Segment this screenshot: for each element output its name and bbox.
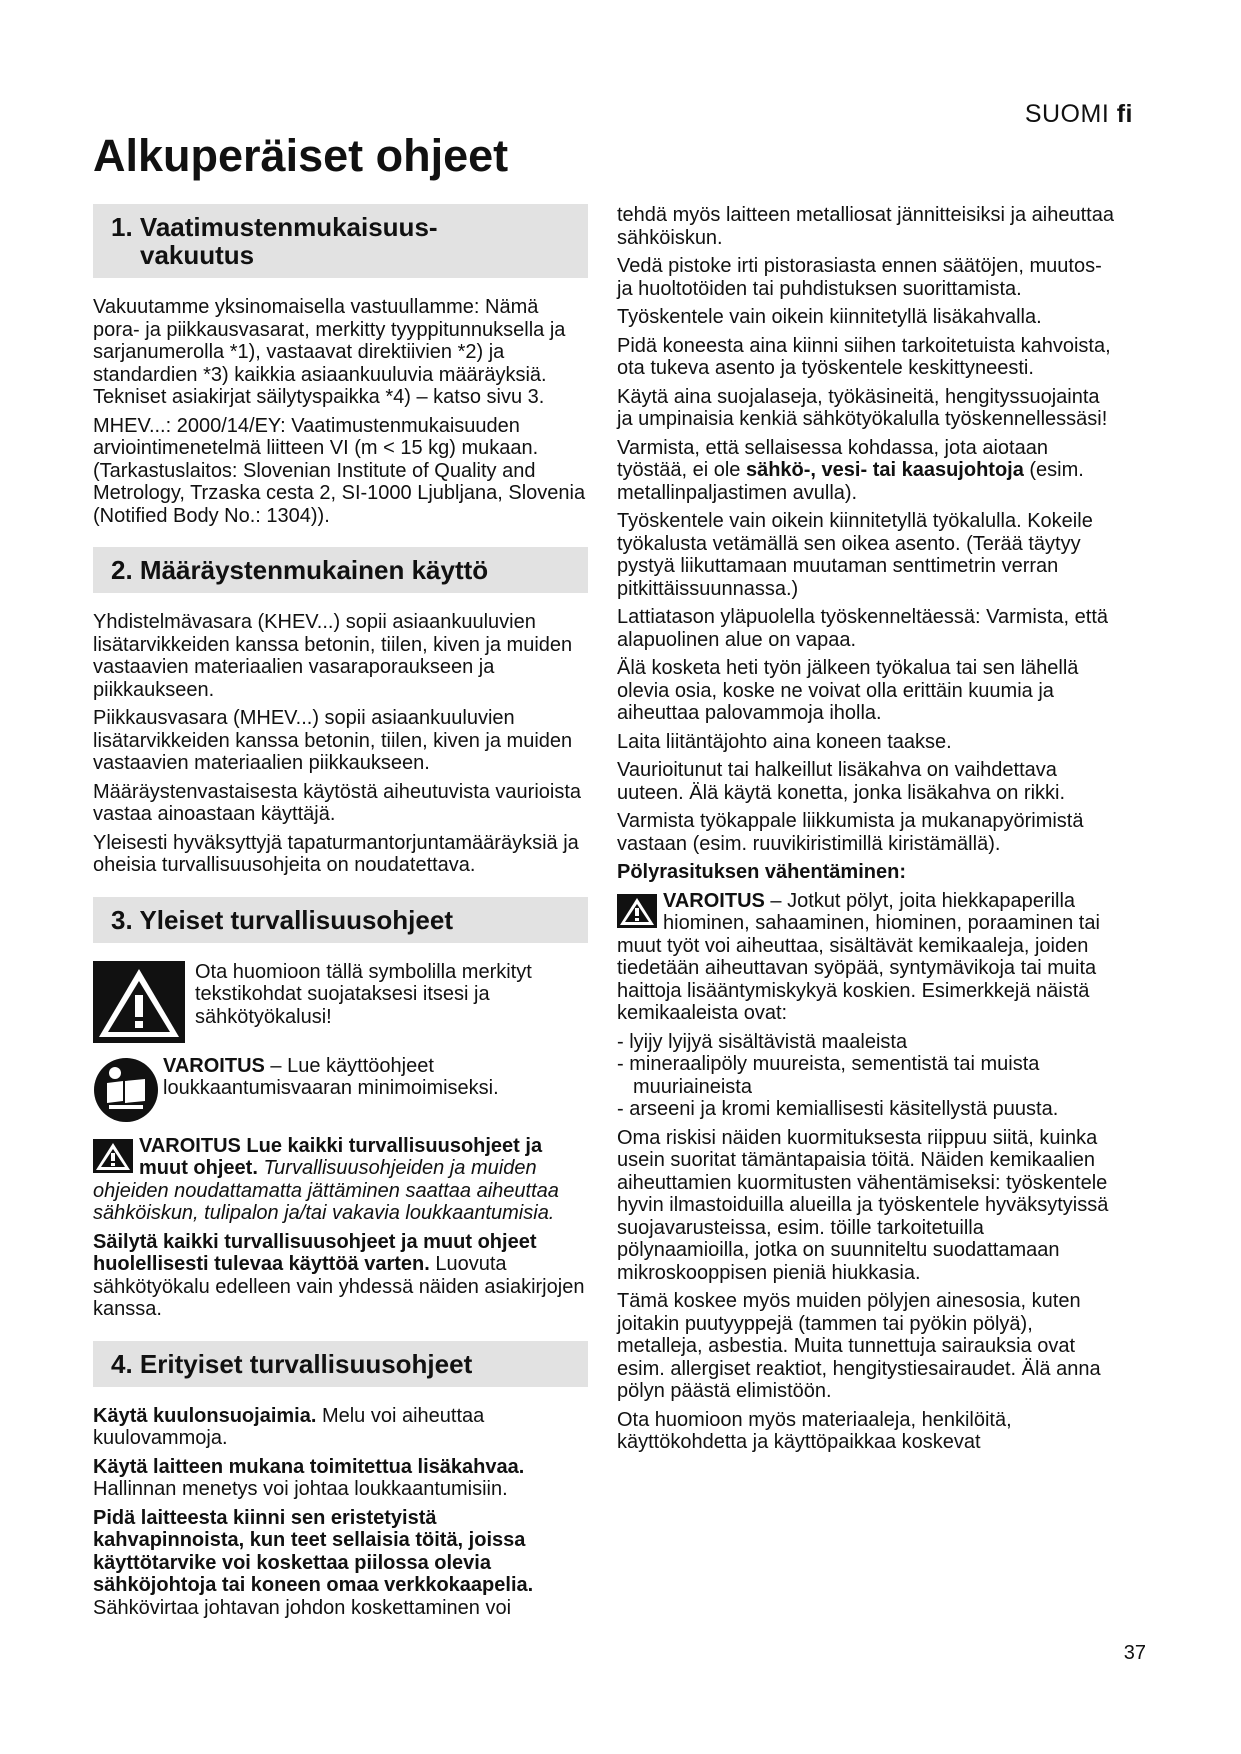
dust-warning-bold: VAROITUS (663, 889, 765, 912)
paragraph: Vedä pistoke irti pistorasiasta ennen säätöjen, muutos- ja huoltotöiden tai puhdistuksen suorittamista. (617, 255, 1102, 300)
general-warning-italic: Turvallisuusohjeiden ja muiden ohjeiden noudattamatta jättäminen saattaa aiheuttaa sähköiskun, tulipalon ja/tai vakavia loukkaantumisia. (93, 1157, 559, 1224)
paragraph: Vaurioitunut tai halkeillut lisäkahva on vaihdettava uuteen. Älä käytä konetta, jonka lisäkahva on rikki. (617, 759, 1066, 804)
section-4-bold: Pidä laitteesta kiinni sen eristetyistä kahvapinnoista, kun teet sellaisia töitä, joissa käyttötarvike voi koskettaa piilossa olevia sähköjohtoja tai koneen omaa verkkokaapelia. (93, 1506, 534, 1596)
section-3-heading: 3. Yleiset turvallisuusohjeet (93, 897, 588, 943)
section-2-paragraph: Yleisesti hyväksyttyjä tapaturmantorjuntamääräyksiä ja oheisia turvallisuusohjeita on noudatettava. (93, 831, 579, 876)
paragraph: Tämä koskee myös muiden pölyjen ainesosia, kuten joitakin puutyyppejä (tammen tai pyökin pölyä), metalleja, asbestia. Muita tunnettuja sairauksia ovat esim. allergiset reaktiot, hengitystiesairaudet. Älä anna pölyn päästä elimistöön. (617, 1290, 1101, 1402)
warning-triangle-icon (617, 894, 657, 928)
paragraph: Lattiatason yläpuolella työskenneltäessä: Varmista, että alapuolinen alue on vapaa. (617, 606, 1109, 651)
section-1-paragraph: Vakuutamme yksinomaisella vastuullamme: Nämä pora- ja piikkausvasarat, merkitty tyyppitunnuksella ja sarjanumerolla *1), vastaavat direktiivien *2) ja standardien *3) kaikkia asiaankuuluvia määräyksiä. Tekniset asiakirjat säilytyspaikka *4) – katso sivu 3. (93, 296, 566, 408)
section-4-paragraph (93, 1456, 588, 1501)
paragraph: Oma riskisi näiden kuormituksesta riippuu siitä, kuinka usein suoritat tämäntapaisia töitä. Näiden kemikaalien aiheuttamien kuormitusten vähentämiseksi: työskentele hyvin ilmastoiduilla alueilla ja työskentele hyväksytyissä suojavarusteissa, esim. töille tarkoitetuilla pölynaamioilla, jotka on suunniteltu suodattamaan mikroskooppisen pieniä hiukkasia. (617, 1126, 1109, 1284)
language-label (1025, 100, 1133, 129)
paragraph: Älä kosketa heti työn jälkeen työkalua tai sen lähellä olevia osia, koske ne voivat olla erittäin kuumia ja aiheuttaa palovammoja iholla. (617, 657, 1079, 724)
dust-warning-text: – Jotkut pölyt, joita hiekkapaperilla hiominen, sahaaminen, hiominen, poraaminen tai muut työt voi aiheuttaa, sisältävät kemikaaleja, joiden tiedetään aiheuttavan syöpää, syntymävikoja tai muita haittoja lisääntymiskykyä koskien. Esimerkkejä näistä kemikaaleista ovat: (617, 889, 1100, 1024)
varoitus-label: VAROITUS (163, 1054, 265, 1077)
section-4-bold: Käytä laitteen mukana toimitettua lisäkahvaa. (93, 1455, 525, 1478)
language-name: SUOMI (1024, 100, 1110, 128)
paragraph: Ota huomioon myös materiaaleja, henkilöitä, käyttökohdetta ja käyttöpaikkaa koskevat (617, 1408, 1012, 1453)
section-1-title-line2: vakuutus (140, 240, 255, 270)
keep-instructions-text: Luovuta sähkötyökalu edelleen vain yhdessä näiden asiakirjojen kanssa. (93, 1253, 585, 1320)
paragraph: Laita liitäntäjohto aina koneen taakse. (617, 730, 952, 753)
dust-heading: Pölyrasituksen vähentäminen: (617, 861, 906, 883)
section-1-title-line1: 1. Vaatimustenmukaisuus- (111, 212, 438, 242)
list-item: - arseeni ja kromi kemiallisesti käsitellystä puusta. (617, 1098, 1059, 1120)
section-1-heading (93, 204, 588, 278)
section-4-paragraph (93, 1507, 588, 1620)
section-1-paragraph: MHEV...: 2000/14/EY: Vaatimustenmukaisuuden arviointimenetelmä liitteen VI (m < 15 kg) mukaan. (Tarkastuslaitos: Slovenian Institute of Quality and Metrology, Trzaska cesta 2, SI-1000 Ljubljana, Slovenia (Notified Body No.: 1304)). (93, 414, 586, 527)
keep-instructions-bold: Säilytä kaikki turvallisuusohjeet ja muut ohjeet huolellisesti tulevaa käyttöä varten. (93, 1230, 537, 1275)
dust-warning (617, 890, 1117, 1025)
paragraph: Työskentele vain oikein kiinnitetyllä lisäkahvalla. (617, 306, 1042, 328)
page-number: 37 (1123, 1642, 1146, 1664)
general-warning (93, 1135, 588, 1225)
section-4-text: Sähkövirtaa johtavan johdon koskettaminen voi (93, 1596, 512, 1619)
paragraph: Käytä aina suojalaseja, työkäsineitä, hengityssuojainta ja umpinaisia kenkiä sähkötyökalulla työskennellessäsi! (617, 385, 1108, 430)
paragraph: Pidä koneesta aina kiinni siihen tarkoitetuista kahvoista, ota tukeva asento ja työskentele keskittyneesti. (617, 334, 1111, 379)
varoitus-text: – Lue käyttöohjeet loukkaantumisvaaran minimoimiseksi. (163, 1054, 499, 1099)
section-4-text: Hallinnan menetys voi johtaa loukkaantumisiin. (93, 1478, 508, 1500)
section-4-paragraph (93, 1405, 588, 1450)
paragraph-bold: sähkö-, vesi- tai kaasujohtoja (745, 459, 1024, 481)
warning-triangle-icon (93, 1139, 133, 1173)
section-2-paragraph: Määräystenvastaisesta käytöstä aiheutuvista vaurioista vastaa ainoastaan käyttäjä. (93, 780, 582, 825)
list-item: - mineraalipöly muureista, sementistä tai muista muuriaineista (617, 1053, 1040, 1098)
paragraph-text: Varmista, että sellaisessa kohdassa, jota aiotaan työstää, ei ole (617, 436, 1048, 481)
paragraph: Varmista työkappale liikkumista ja mukanapyörimistä vastaan (esim. ruuvikiristimillä kiristämällä). (617, 810, 1084, 855)
section-2-paragraph: Yhdistelmävasara (KHEV...) sopii asiaankuuluvien lisätarvikkeiden kanssa betonin, tiilen, kiven ja muiden vastaavien materiaalien vasaraporaukseen ja piikkaukseen. (93, 611, 573, 701)
paragraph (617, 437, 1117, 505)
section-2-paragraph: Piikkausvasara (MHEV...) sopii asiaankuuluvien lisätarvikkeiden kanssa betonin, tiilen, kiven ja muiden vastaavien materiaalien piikkaukseen. (93, 707, 573, 774)
paragraph: Työskentele vain oikein kiinnitetyllä työkalulla. Kokeile työkalusta vetämällä sen oikea asento. (Terää täytyy pystyä liikuttamaan muutaman senttimetrin verran pitkittäissuunnassa.) (617, 510, 1093, 600)
section-4-heading: 4. Erityiset turvallisuusohjeet (93, 1341, 588, 1387)
read-manual-icon (93, 1057, 159, 1123)
left-column (93, 204, 588, 1625)
list-item: - lyijy lyijyä sisältävistä maaleista (617, 1030, 908, 1053)
section-4-bold: Käytä kuulonsuojaimia. (93, 1404, 317, 1427)
language-code: fi (1116, 100, 1133, 128)
section-4-text: Melu voi aiheuttaa kuulovammoja. (93, 1404, 485, 1449)
paragraph-text: (esim. metallinpaljastimen avulla). (617, 459, 1084, 504)
paragraph: tehdä myös laitteen metalliosat jännitteisiksi ja aiheuttaa sähköiskun. (617, 204, 1114, 249)
section-2-heading: 2. Määräystenmukainen käyttö (93, 547, 588, 593)
general-warning-bold: VAROITUS Lue kaikki turvallisuusohjeet ja muut ohjeet. (139, 1134, 543, 1179)
page-title: Alkuperäiset ohjeet (93, 130, 509, 181)
read-manual-warning (93, 1055, 588, 1123)
keep-instructions (93, 1231, 588, 1321)
chemical-list (617, 1031, 1117, 1121)
symbol-note-text: Ota huomioon tällä symbolilla merkityt tekstikohdat suojataksesi itsesi ja sähkötyökalusi! (195, 960, 532, 1028)
warning-triangle-icon (93, 961, 185, 1043)
right-column (617, 204, 1117, 1460)
symbol-note (93, 961, 588, 1043)
